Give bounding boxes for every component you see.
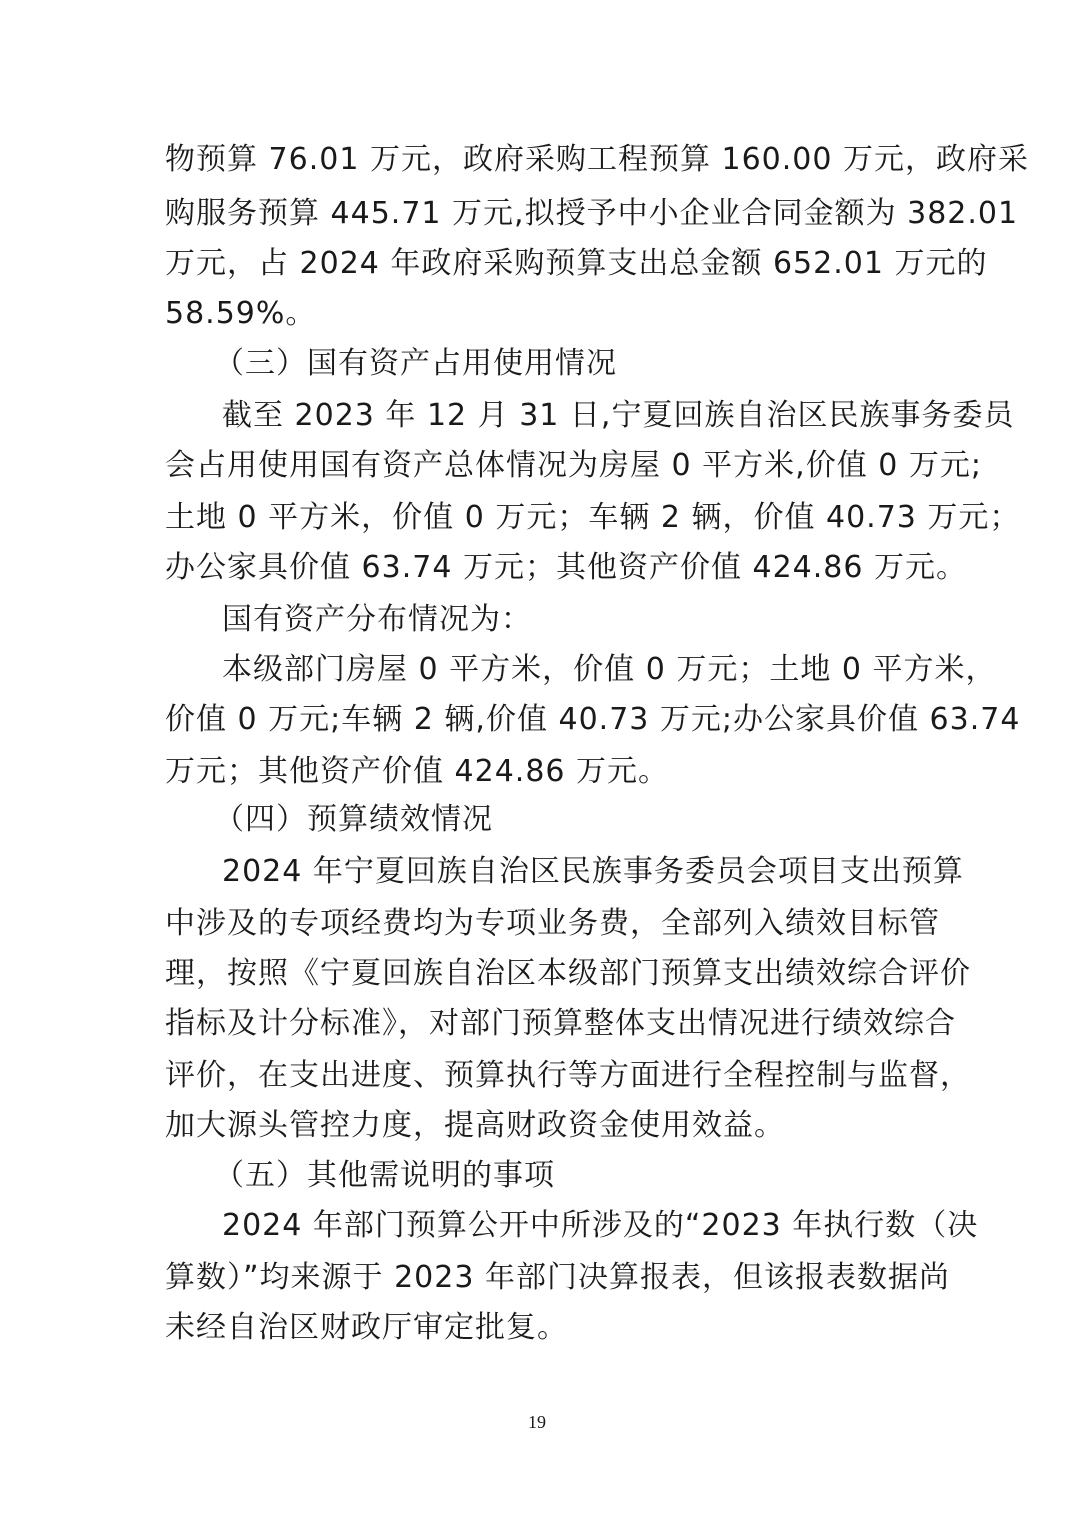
paragraph-line: 购服务预算 445.71 万元,拟授予中小企业合同金额为 382.01 xyxy=(165,196,1019,231)
paragraph-line: 58.59%。 xyxy=(165,296,317,331)
paragraph-line: 万元；其他资产价值 424.86 万元。 xyxy=(165,754,670,789)
section-heading-4: （四）预算绩效情况 xyxy=(214,802,493,837)
paragraph-line: 会占用使用国有资产总体情况为房屋 0 平方米,价值 0 万元; xyxy=(165,448,982,483)
paragraph-line: 2024 年宁夏回族自治区民族事务委员会项目支出预算 xyxy=(222,854,964,889)
paragraph-line: 物预算 76.01 万元，政府采购工程预算 160.00 万元，政府采 xyxy=(165,142,1029,177)
paragraph-line: 价值 0 万元;车辆 2 辆,价值 40.73 万元;办公家具价值 63.74 xyxy=(165,702,1021,737)
section-heading-5: （五）其他需说明的事项 xyxy=(214,1158,555,1193)
paragraph-line: 办公家具价值 63.74 万元；其他资产价值 424.86 万元。 xyxy=(165,550,967,585)
paragraph-line: 评价，在支出进度、预算执行等方面进行全程控制与监督， xyxy=(165,1058,971,1093)
paragraph-line: 算数）”均来源于 2023 年部门决算报表，但该报表数据尚 xyxy=(165,1260,950,1295)
paragraph-line: 国有资产分布情况为： xyxy=(222,602,532,637)
paragraph-line: 加大源头管控力度，提高财政资金使用效益。 xyxy=(165,1108,785,1143)
paragraph-line: 2024 年部门预算公开中所涉及的“2023 年执行数（决 xyxy=(222,1208,979,1243)
paragraph-line: 截至 2023 年 12 月 31 日,宁夏回族自治区民族事务委员 xyxy=(222,398,1015,433)
paragraph-line: 万元，占 2024 年政府采购预算支出总金额 652.01 万元的 xyxy=(165,246,988,281)
paragraph-line: 未经自治区财政厅审定批复。 xyxy=(165,1310,568,1345)
paragraph-line: 指标及计分标准》，对部门预算整体支出情况进行绩效综合 xyxy=(165,1006,956,1041)
section-heading-3: （三）国有资产占用使用情况 xyxy=(214,346,617,381)
paragraph-line: 土地 0 平方米，价值 0 万元；车辆 2 辆，价值 40.73 万元； xyxy=(165,500,1021,535)
paragraph-line: 中涉及的专项经费均为专项业务费，全部列入绩效目标管 xyxy=(165,906,940,941)
page-number: 19 xyxy=(528,1412,546,1432)
paragraph-line: 本级部门房屋 0 平方米，价值 0 万元；土地 0 平方米， xyxy=(222,652,997,687)
paragraph-line: 理，按照《宁夏回族自治区本级部门预算支出绩效综合评价 xyxy=(165,956,971,991)
